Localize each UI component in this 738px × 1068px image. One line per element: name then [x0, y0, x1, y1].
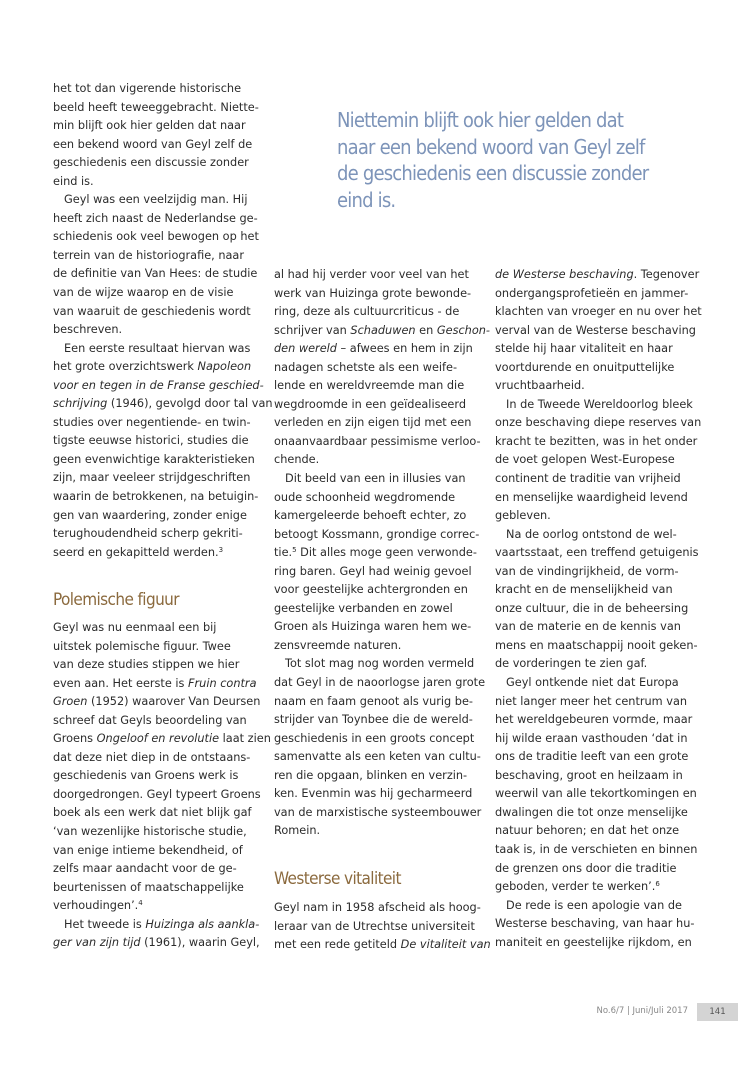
text-line: Westerse beschaving, van haar hu-: [495, 917, 695, 931]
text-line: [53, 377, 264, 396]
text-run: Het tweede is: [64, 917, 146, 931]
text-run: schrijver van: [274, 323, 351, 337]
book-title: schrijving: [53, 397, 108, 411]
book-title: voor en tegen in de Franse geschied-: [53, 378, 264, 392]
text-line: oude schoonheid wegdromende: [274, 490, 456, 504]
book-title: Ongeloof en revolutie: [96, 732, 220, 746]
pull-quote-line: naar een bekend woord van Geyl zelf: [337, 134, 645, 159]
text-run: seerd en gekapitteld werden.: [53, 545, 219, 559]
text-line: van enige intieme bekendheid, of: [53, 843, 243, 857]
paragraph: [274, 266, 490, 470]
text-line: geschiedenis een discussie zonder: [53, 156, 249, 170]
text-line: Romein.: [274, 824, 321, 838]
text-line: de grenzen ons door die traditie: [495, 861, 677, 875]
text-line: van waaruit de geschiedenis wordt: [53, 304, 251, 318]
text-line: min blijft ook hier gelden dat naar: [53, 119, 246, 133]
text-line: verval van de Westerse beschaving: [495, 323, 696, 337]
text-line: chende.: [274, 453, 320, 467]
text-run: laat zien: [219, 732, 271, 746]
text-line: eind is.: [53, 174, 94, 188]
text-line: voortdurende en onuitputtelijke: [495, 360, 675, 374]
text-line: en menselijke waardigheid levend: [495, 490, 688, 504]
text-run: het grote overzichtswerk: [53, 360, 198, 374]
text-line: van de marxistische systeembouwer: [274, 805, 482, 819]
text-line: In de Tweede Wereldoorlog bleek: [506, 397, 693, 411]
text-line: kracht te bezitten, was in het onder: [495, 434, 698, 448]
text-line: Dit beeld van een in illusies van: [285, 472, 466, 486]
text-line: ring baren. Geyl had weinig gevoel: [274, 564, 472, 578]
book-title: den wereld: [274, 342, 337, 356]
text-line: strijder van Toynbee die de wereld-: [274, 713, 473, 727]
text-line: boek als een werk dat niet blijk gaf: [53, 806, 252, 820]
text-line: Groen als Huizinga waren hem we-: [274, 620, 472, 634]
text-line: onze beschaving diepe reserves van: [495, 416, 702, 430]
text-line: het tot dan vigerende historische: [53, 82, 242, 95]
text-line: dat Geyl in de naoorlogse jaren grote: [274, 676, 486, 690]
text-line: maniteit en geestelijke rijkdom, en: [495, 935, 692, 949]
text-line: waarin de betrokkenen, na betuigin-: [53, 490, 259, 504]
text-line: [274, 936, 491, 955]
text-line: ondergangsprofetieën en jammer-: [495, 286, 689, 300]
text-line: Geyl nam in 1958 afscheid als hoog-: [274, 901, 481, 914]
text-line: ons de traditie leeft van een grote: [495, 750, 689, 764]
book-title: Huizinga als aankla-: [145, 917, 260, 931]
text-run: Dit alles moge geen verwonde-: [296, 546, 477, 560]
text-line: vaartsstaat, een treffend getuigenis: [495, 546, 699, 560]
text-line: de vorderingen te zien gaf.: [495, 657, 648, 671]
text-run: Groens: [53, 732, 97, 746]
text-line: ken. Evenmin was hij gecharmeerd: [274, 787, 473, 801]
text-line: de voet gelopen West-Europese: [495, 453, 675, 467]
book-title: Napoleon: [197, 360, 252, 374]
column-1: [53, 80, 273, 562]
text-line: dwalingen die tot onze menselijke: [495, 805, 688, 819]
paragraph: [274, 899, 491, 955]
book-title: Schaduwen: [350, 323, 416, 337]
text-line: [274, 322, 490, 341]
column-2: [274, 266, 490, 841]
text-line: van deze studies stippen we hier: [53, 658, 240, 672]
text-line: beeld heeft teweeggebracht. Niette-: [53, 100, 259, 114]
paragraph: [495, 526, 701, 674]
text-line: ‘van wezenlijke historische studie,: [53, 825, 247, 839]
text-line: [53, 544, 259, 563]
text-line: onze cultuur, die in de beheersing: [495, 601, 689, 615]
text-line: De rede is een apologie van de: [506, 898, 682, 912]
paragraph: [495, 674, 701, 897]
text-line: mens en maatschappij nooit geken-: [495, 638, 698, 652]
column-2-continued: [274, 899, 491, 955]
text-line: beschreven.: [53, 323, 123, 337]
footnote-ref: 5: [292, 546, 297, 555]
text-line: [495, 266, 701, 285]
text-run: – afwees en hem in zijn: [336, 342, 473, 356]
text-line: [53, 730, 271, 749]
text-line: lende en wereldvreemde man die: [274, 379, 465, 393]
text-line: geschiedenis in een groots concept: [274, 731, 475, 745]
book-title: Geschon-: [436, 323, 490, 337]
pull-quote-line: Niettemin blijft ook hier gelden dat: [337, 108, 624, 132]
text-line: [274, 340, 480, 359]
text-line: tigste eeuwse historici, studies die: [53, 434, 249, 448]
text-line: niet langer meer het centrum van: [495, 694, 688, 708]
text-line: zijn, maar veeleer strijdgeschriften: [53, 471, 251, 485]
text-line: heeft zich naast de Nederlandse ge-: [53, 211, 258, 225]
text-run: (1961), waarin Geyl,: [140, 936, 260, 950]
text-line: verleden en zijn eigen tijd met een: [274, 416, 472, 430]
book-title: ger van zijn tijd: [53, 936, 141, 950]
text-run: . Tegenover: [633, 268, 700, 281]
paragraph: [495, 396, 701, 526]
text-line: weerwil van alle tekortkomingen en: [495, 787, 697, 801]
text-line: naam en faam genoot als vurig be-: [274, 694, 473, 708]
book-title: Groen: [53, 695, 88, 709]
text-line: [53, 693, 259, 712]
text-line: van de materie en de kennis van: [495, 620, 681, 634]
text-line: van de vindingrijkheid, de vorm-: [495, 564, 679, 578]
text-line: van de wijze waarop en de visie: [53, 286, 234, 300]
paragraph: [53, 80, 259, 191]
text-run: met een rede getiteld: [274, 938, 401, 952]
book-title: Fruin contra: [188, 676, 257, 690]
text-line: geen evenwichtige karakteristieken: [53, 452, 255, 466]
text-line: Geyl was een veelzijdig man. Hij: [64, 193, 248, 207]
pull-quote: [337, 107, 649, 213]
paragraph: [495, 266, 701, 396]
footnote-ref: 6: [655, 880, 660, 889]
text-line: [495, 878, 701, 897]
text-line: [53, 934, 259, 953]
text-line: beurtenissen of maatschappelijke: [53, 880, 244, 894]
text-line: Geyl was nu eenmaal een bij: [53, 621, 217, 634]
text-line: onaanvaardbaar pessimisme verloo-: [274, 434, 481, 448]
text-line: gebleven.: [495, 509, 551, 523]
footnote-ref: 3: [218, 545, 224, 554]
text-line: schreef dat Geyls beoordeling van: [53, 713, 247, 727]
text-run: even aan. Het eerste is: [53, 676, 189, 690]
text-line: gen van waardering, zonder enige: [53, 508, 247, 522]
text-run: geboden, verder te werken’.: [495, 880, 656, 894]
text-line: Geyl ontkende niet dat Europa: [506, 676, 679, 690]
page-footer: [0, 1003, 738, 1021]
pull-quote-line: de geschiedenis een discussie zonder: [337, 161, 649, 185]
text-run: tie.: [274, 546, 293, 560]
column-1-continued: [53, 619, 271, 953]
text-run: (1946), gevolgd door tal van: [107, 397, 273, 411]
text-line: Een eerste resultaat hiervan was: [64, 341, 251, 355]
text-line: [53, 395, 273, 414]
text-line: betoogt Kossmann, grondige correc-: [274, 527, 480, 541]
text-line: leraar van de Utrechtse universiteit: [274, 919, 475, 933]
text-line: [53, 675, 259, 694]
text-line: het wereldgebeuren vormde, maar: [495, 713, 693, 727]
text-line: [274, 544, 480, 563]
text-line: al had hij verder voor veel van het: [274, 268, 469, 281]
paragraph: [53, 916, 259, 953]
paragraph: [274, 470, 480, 655]
issue-label: No.6/7 | Juni/Juli 2017: [596, 1006, 688, 1016]
text-line: terrein van de historiografie, naar: [53, 248, 244, 262]
page-number: 141: [697, 1003, 738, 1021]
footnote-ref: 4: [138, 899, 143, 908]
text-line: geestelijke verbanden en zowel: [274, 601, 453, 615]
text-line: taak is, in de verschieten en binnen: [495, 842, 698, 856]
text-line: [53, 916, 259, 935]
text-line: doorgedrongen. Geyl typeert Groens: [53, 787, 261, 801]
paragraph: [495, 897, 701, 953]
section-heading-polemische-figuur: Polemische figuur: [53, 590, 179, 610]
text-line: kamergeleerde behoeft echter, zo: [274, 509, 467, 523]
paragraph: [53, 340, 273, 563]
text-line: zensvreemde naturen.: [274, 638, 402, 652]
text-line: de definitie van Van Hees: de studie: [53, 267, 258, 281]
text-line: wegdroomde in een geïdealiseerd: [274, 397, 466, 411]
text-line: hij wilde eraan vasthouden ‘dat in: [495, 731, 688, 745]
text-run: en: [415, 323, 437, 337]
text-line: geschiedenis van Groens werk is: [53, 769, 239, 783]
text-line: natuur behoren; en dat het onze: [495, 824, 680, 838]
text-line: ren die opgaan, blinken en verzin-: [274, 768, 468, 782]
text-line: vruchtbaarheid.: [495, 379, 585, 393]
text-line: uitstek polemische figuur. Twee: [53, 639, 231, 653]
text-line: [53, 897, 259, 916]
pull-quote-line: eind is.: [337, 187, 396, 212]
paragraph: [274, 655, 486, 840]
text-line: zelfs maar aandacht voor de ge-: [53, 862, 237, 876]
column-3: [495, 266, 701, 952]
text-line: dat deze niet diep in de ontstaans-: [53, 750, 251, 764]
section-heading-westerse-vitaliteit: Westerse vitaliteit: [274, 869, 401, 889]
text-line: studies over negentiende- en twin-: [53, 415, 251, 429]
text-line: ring, deze als cultuurcriticus - de: [274, 305, 460, 319]
book-title: de Westerse beschaving: [495, 268, 634, 281]
text-line: werk van Huizinga grote bewonde-: [274, 286, 472, 300]
text-line: samenvatte als een keten van cultu-: [274, 750, 481, 764]
text-run: verhoudingen’.: [53, 899, 139, 913]
text-line: schiedenis ook veel bewogen op het: [53, 230, 259, 244]
text-line: kracht en de menselijkheid van: [495, 583, 673, 597]
paragraph: [53, 191, 259, 339]
text-run: (1952) waarover Van Deursen: [87, 695, 261, 709]
text-line: Tot slot mag nog worden vermeld: [285, 657, 475, 671]
text-line: stelde hij haar vitaliteit en haar: [495, 342, 673, 356]
text-line: nadagen schetste als een weife-: [274, 360, 458, 374]
paragraph: [53, 619, 271, 916]
text-line: Na de oorlog ontstond de wel-: [506, 527, 677, 541]
text-line: terughoudendheid scherp gekriti-: [53, 527, 243, 541]
book-title: De vitaliteit van: [400, 938, 491, 952]
text-line: een bekend woord van Geyl zelf de: [53, 137, 253, 151]
text-line: voor geestelijke achtergronden en: [274, 583, 468, 597]
text-line: beschaving, groot en heilzaam in: [495, 768, 683, 782]
text-line: [53, 358, 259, 377]
text-line: continent de traditie van vrijheid: [495, 472, 681, 486]
text-line: klachten van vroeger en nu over het: [495, 305, 702, 319]
